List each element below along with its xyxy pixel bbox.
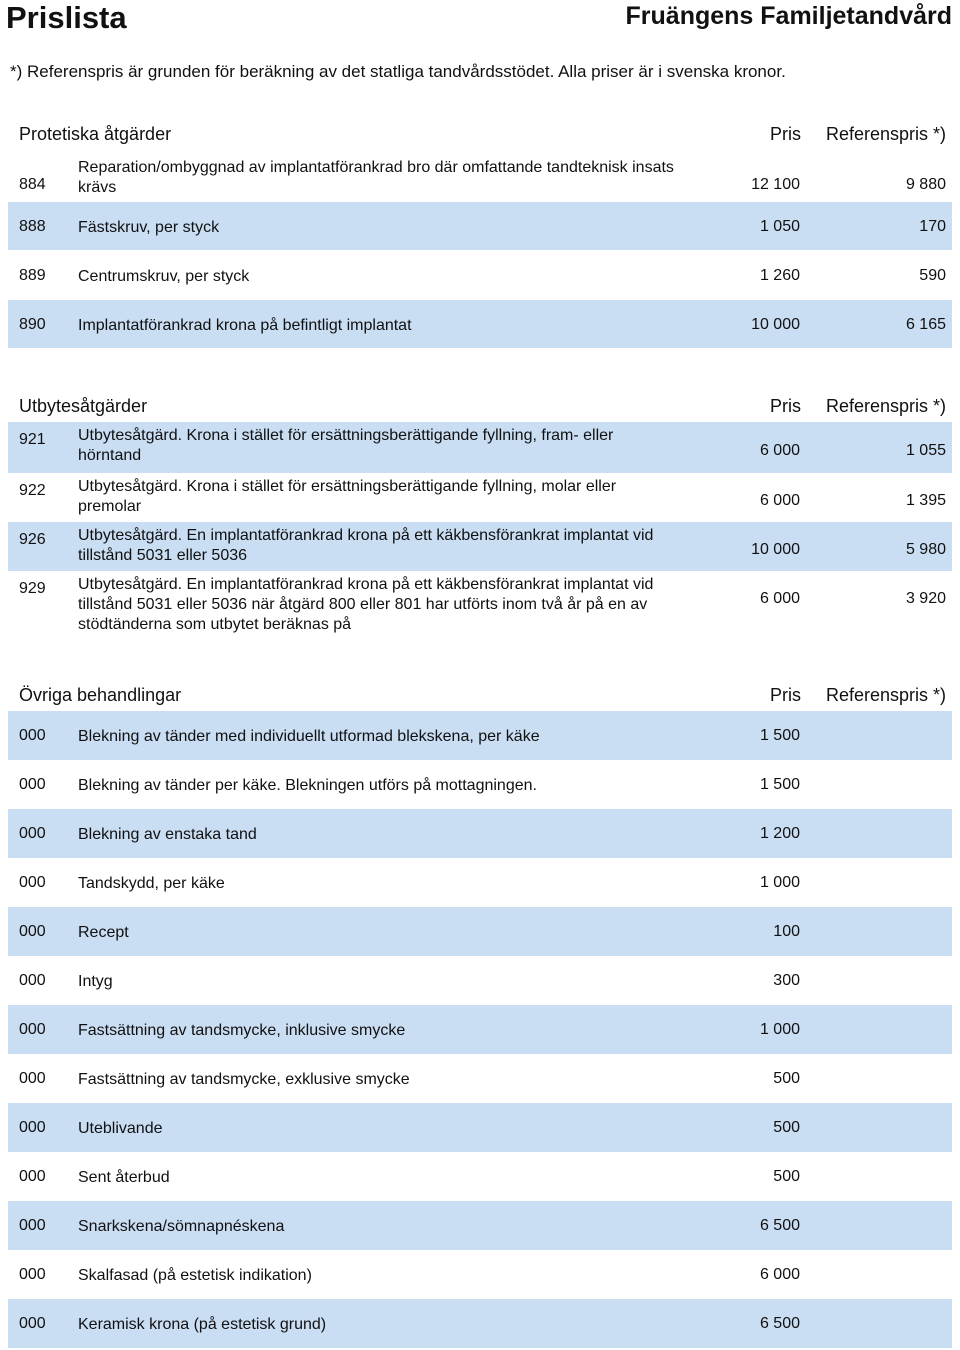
treatment-description: Snarkskena/sömnapnéskena	[78, 1218, 285, 1235]
reference-price: 9 880	[905, 176, 946, 193]
treatment-price: 500	[773, 1168, 800, 1185]
reference-price: 1 395	[905, 492, 946, 509]
treatment-description: Utbytesåtgärd. Krona i stället för ersättningsberättigande fyllning, fram- eller hörntand	[78, 427, 614, 464]
reference-price: 170	[919, 218, 946, 235]
treatment-code: 000	[19, 727, 46, 744]
treatment-code: 000	[19, 972, 46, 989]
price-row	[8, 300, 952, 348]
treatment-description: Skalfasad (på estetisk indikation)	[78, 1267, 312, 1284]
treatment-description: Centrumskruv, per styck	[78, 268, 250, 285]
treatment-price: 6 000	[759, 492, 800, 509]
price-section	[8, 388, 952, 641]
treatment-price: 10 000	[751, 541, 800, 558]
treatment-code: 000	[19, 1021, 46, 1038]
reference-price: 1 055	[905, 442, 946, 459]
treatment-price: 1 200	[759, 825, 800, 842]
section-title: Utbytesåtgärder	[19, 396, 148, 416]
treatment-price: 1 500	[759, 727, 800, 744]
treatment-description: Blekning av enstaka tand	[78, 826, 257, 843]
price-row	[8, 422, 952, 473]
treatment-description: Reparation/ombyggnad av implantatförankrad bro där omfattande tandteknisk insats krävs	[78, 159, 674, 196]
price-row	[8, 1250, 952, 1299]
column-header-pris: Pris	[770, 124, 801, 144]
price-row	[8, 809, 952, 858]
price-section	[8, 116, 952, 348]
treatment-code: 922	[19, 482, 46, 499]
treatment-price: 1 260	[759, 267, 800, 284]
treatment-code: 890	[19, 316, 46, 333]
treatment-description: Fastsättning av tandsmycke, inklusive smycke	[78, 1022, 406, 1039]
price-row	[8, 250, 952, 300]
treatment-description: Fästskruv, per styck	[78, 219, 220, 236]
price-row	[8, 956, 952, 1005]
treatment-price: 1 000	[759, 874, 800, 891]
treatment-price: 6 500	[759, 1315, 800, 1332]
treatment-code: 000	[19, 1070, 46, 1087]
treatment-price: 1 050	[759, 218, 800, 235]
treatment-description: Intyg	[78, 973, 113, 990]
section-title: Protetiska åtgärder	[19, 124, 172, 144]
treatment-code: 921	[19, 431, 46, 448]
price-section	[8, 677, 952, 1348]
price-row	[8, 150, 952, 202]
column-header-referenspris: Referenspris *)	[825, 124, 946, 144]
price-row	[8, 1005, 952, 1054]
treatment-description: Recept	[78, 924, 129, 941]
section-header	[8, 388, 952, 422]
price-row	[8, 1201, 952, 1250]
treatment-code: 000	[19, 1217, 46, 1234]
price-row	[8, 571, 952, 641]
treatment-description: Sent återbud	[78, 1169, 170, 1186]
reference-price: 590	[919, 267, 946, 284]
treatment-price: 1 500	[759, 776, 800, 793]
treatment-code: 000	[19, 923, 46, 940]
treatment-price: 6 000	[759, 442, 800, 459]
section-title: Övriga behandlingar	[19, 685, 182, 705]
treatment-price: 6 500	[759, 1217, 800, 1234]
treatment-code: 889	[19, 267, 46, 284]
column-header-pris: Pris	[770, 396, 801, 416]
price-row	[8, 522, 952, 571]
price-row	[8, 1103, 952, 1152]
treatment-code: 000	[19, 874, 46, 891]
reference-note: *) Referenspris är grunden för beräkning av det statliga tandvårdsstödet. Alla priser är i svenska kronor.	[10, 62, 786, 81]
treatment-price: 500	[773, 1119, 800, 1136]
reference-price: 5 980	[905, 541, 946, 558]
treatment-description: Utbytesåtgärd. Krona i stället för ersättningsberättigande fyllning, molar eller premolar	[78, 478, 617, 515]
treatment-price: 100	[773, 923, 800, 940]
section-header	[8, 677, 952, 711]
treatment-code: 000	[19, 1266, 46, 1283]
treatment-code: 000	[19, 825, 46, 842]
price-row	[8, 473, 952, 522]
clinic-name: Fruängens Familjetandvård	[625, 2, 952, 30]
price-row	[8, 202, 952, 250]
treatment-code: 000	[19, 1315, 46, 1332]
treatment-price: 6 000	[759, 1266, 800, 1283]
treatment-description: Blekning av tänder per käke. Blekningen utförs på mottagningen.	[78, 777, 537, 794]
reference-price: 6 165	[905, 316, 946, 333]
treatment-code: 929	[19, 580, 46, 597]
column-header-referenspris: Referenspris *)	[825, 685, 946, 705]
treatment-price: 300	[773, 972, 800, 989]
price-row	[8, 1054, 952, 1103]
reference-price: 3 920	[905, 590, 946, 607]
treatment-code: 926	[19, 531, 46, 548]
treatment-price: 6 000	[759, 590, 800, 607]
treatment-description: Utbytesåtgärd. En implantatförankrad krona på ett käkbensförankrat implantat vid tillstånd 5031 eller 5036	[78, 527, 654, 564]
treatment-description: Utbytesåtgärd. En implantatförankrad krona på ett käkbensförankrat implantat vid tillstånd 5031 eller 5036 när åtgärd 800 eller 801 har utförts inom två år på en av stödtänderna som utbytet beräknas på	[78, 576, 654, 633]
treatment-description: Blekning av tänder med individuellt utformad blekskena, per käke	[78, 728, 540, 745]
treatment-code: 000	[19, 776, 46, 793]
treatment-price: 12 100	[751, 176, 800, 193]
price-row	[8, 858, 952, 907]
treatment-price: 1 000	[759, 1021, 800, 1038]
price-row	[8, 1299, 952, 1348]
treatment-description: Tandskydd, per käke	[78, 875, 225, 892]
treatment-description: Uteblivande	[78, 1120, 163, 1137]
treatment-price: 10 000	[751, 316, 800, 333]
price-row	[8, 1152, 952, 1201]
treatment-code: 884	[19, 176, 46, 193]
treatment-code: 000	[19, 1168, 46, 1185]
price-row	[8, 907, 952, 956]
section-header	[8, 116, 952, 150]
treatment-description: Keramisk krona (på estetisk grund)	[78, 1316, 327, 1333]
price-row	[8, 760, 952, 809]
treatment-price: 500	[773, 1070, 800, 1087]
treatment-code: 888	[19, 218, 46, 235]
column-header-pris: Pris	[770, 685, 801, 705]
page-title: Prislista	[6, 0, 127, 35]
treatment-code: 000	[19, 1119, 46, 1136]
price-row	[8, 711, 952, 760]
column-header-referenspris: Referenspris *)	[825, 396, 946, 416]
treatment-description: Fastsättning av tandsmycke, exklusive smycke	[78, 1071, 410, 1088]
treatment-description: Implantatförankrad krona på befintligt implantat	[78, 317, 412, 334]
